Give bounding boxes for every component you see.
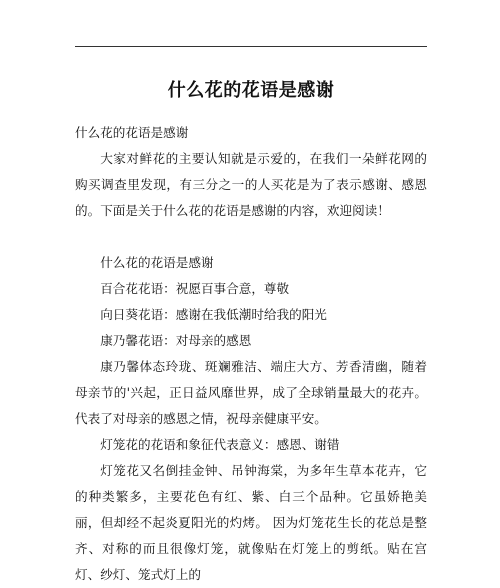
header-rule: [75, 46, 427, 47]
lantern-flower-paragraph: 灯笼花又名倒挂金钟、吊钟海棠，为多年生草本花卉，它的种类繁多，主要花色有红、紫、白三个品种。它虽娇艳美丽，但却经不起炎夏阳光的灼烤。 因为灯笼花生长的花总是整齐、对称的而且很像灯笼，就像贴在灯笼上的剪纸。贴在宫灯、纱灯、笼式灯上的: [75, 463, 427, 582]
document-body: [75, 120, 427, 588]
flower-item-lily: 百合花花语：祝愿百事合意，尊敬: [100, 281, 290, 296]
document-title: 什么花的花语是感谢: [167, 80, 335, 101]
subtitle-line: 什么花的花语是感谢: [75, 125, 189, 140]
section-heading: 什么花的花语是感谢: [100, 255, 214, 270]
carnation-paragraph: 康乃馨体态玲珑、斑斓雅洁、端庄大方、芳香清幽，随着母亲节的'兴起，正日益风靡世界，成了全球销量最大的花卉。代表了对母亲的感恩之情，祝母亲健康平安。: [75, 359, 427, 426]
flower-item-sunflower: 向日葵花语：感谢在我低潮时给我的阳光: [100, 307, 327, 322]
blank-line: [75, 224, 427, 250]
flower-item-carnation: 康乃馨花语：对母亲的感恩: [100, 333, 252, 348]
lantern-flower-heading: 灯笼花的花语和象征代表意义：感恩、谢错: [100, 437, 340, 452]
intro-paragraph: 大家对鲜花的主要认知就是示爱的，在我们一朵鲜花网的购买调查里发现，有三分之一的人买花是为了表示感谢、感恩的。下面是关于什么花的花语是感谢的内容，欢迎阅读！: [75, 151, 427, 218]
